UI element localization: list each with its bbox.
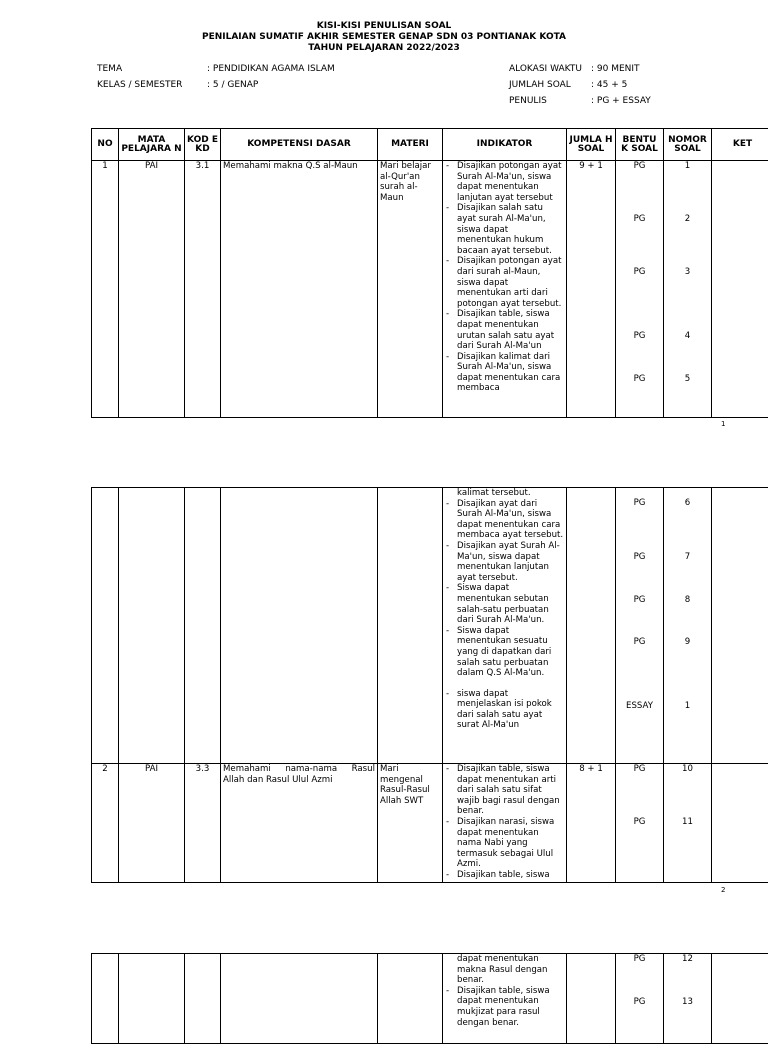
- tema-value: : PENDIDIKAN AGAMA ISLAM: [207, 64, 335, 74]
- page-number: 2: [721, 886, 725, 894]
- row-materi: Mari mengenal Rasul-Rasul Allah SWT: [378, 764, 443, 883]
- kelas-label: KELAS / SEMESTER: [97, 80, 182, 90]
- bentuk-soal: PG: [618, 374, 661, 385]
- indikator-item: - Disajikan table, siswa dapat menentukan mukjizat para rasul dengan benar.: [445, 986, 564, 1028]
- doc-year: TAHUN PELAJARAN 2022/2023: [0, 43, 768, 53]
- indikator-item: - Siswa dapat menentukan sesuatu yang di dapatkan dari salah satu perbuatan dalam Q.S Al-Ma'un.: [445, 626, 564, 679]
- indikator-item: - Disajikan potongan ayat dari surah al-Maun, siswa dapat menentukan arti dari potongan ayat tersebut.: [445, 256, 564, 309]
- indikator-item: - Siswa dapat menentukan sebutan salah-satu perbuatan dari Surah Al-Ma'un.: [445, 583, 564, 625]
- bentuk-soal: PG: [618, 161, 661, 172]
- col-header-mapel: MATA PELAJARA N: [119, 129, 185, 161]
- nomor-soal: 10: [666, 764, 709, 775]
- row-indikator: [443, 161, 567, 418]
- col-header-jumlah: JUMLA H SOAL: [567, 129, 616, 161]
- row-indikator: [443, 764, 567, 883]
- bentuk-soal: PG: [618, 595, 661, 606]
- bentuk-soal: PG: [618, 267, 661, 278]
- row-bentuk: [616, 954, 664, 1044]
- page-number: 1: [721, 420, 725, 428]
- nomor-soal: 7: [666, 552, 709, 563]
- col-header-kode: KOD E KD: [185, 129, 221, 161]
- row-mapel: PAI: [119, 764, 185, 883]
- tema-label: TEMA: [97, 64, 122, 74]
- kisi-table-page2: [91, 487, 768, 883]
- indikator-item: - Disajikan kalimat dari Surah Al-Ma'un, siswa dapat menentukan cara membaca: [445, 352, 564, 394]
- nomor-soal: 2: [666, 214, 709, 225]
- col-header-materi: MATERI: [378, 129, 443, 161]
- penulis-value: : PG + ESSAY: [591, 96, 651, 106]
- col-header-kd: KOMPETENSI DASAR: [221, 129, 378, 161]
- bentuk-soal: PG: [618, 764, 661, 775]
- penulis-label: PENULIS: [509, 96, 547, 106]
- alokasi-value: : 90 MENIT: [591, 64, 640, 74]
- nomor-soal: 9: [666, 637, 709, 648]
- indikator-item: - Disajikan salah satu ayat surah Al-Ma'un, siswa dapat menentukan hukum bacaan ayat tersebut.: [445, 203, 564, 256]
- bentuk-soal: PG: [618, 552, 661, 563]
- kelas-value: : 5 / GENAP: [207, 80, 258, 90]
- doc-title: KISI-KISI PENULISAN SOAL: [0, 21, 768, 31]
- bentuk-soal: PG: [618, 817, 661, 828]
- row-ket: [712, 161, 768, 418]
- bentuk-soal: PG: [618, 214, 661, 225]
- nomor-soal: 4: [666, 331, 709, 342]
- bentuk-soal: PG: [618, 997, 661, 1008]
- row-indikator: [443, 954, 567, 1044]
- indikator-item: - siswa dapat menjelaskan isi pokok dari salah satu ayat surat Al-Ma'un: [445, 689, 564, 731]
- col-header-ket: KET: [712, 129, 768, 161]
- indikator-item: - Disajikan table, siswa dapat menentukan arti dari salah satu sifat wajib bagi rasul dengan benar.: [445, 764, 564, 817]
- nomor-soal: 13: [666, 997, 709, 1008]
- bentuk-soal: ESSAY: [618, 701, 661, 712]
- indikator-item: - Disajikan table, siswa: [445, 870, 564, 881]
- nomor-soal: 1: [666, 161, 709, 172]
- row-kode: 3.1: [185, 161, 221, 418]
- row-materi: Mari belajar al-Qur'an surah al-Maun: [378, 161, 443, 418]
- col-header-no: NO: [92, 129, 119, 161]
- table-row: [92, 764, 768, 883]
- indikator-item: - Disajikan table, siswa dapat menentukan urutan salah satu ayat dari Surah Al-Ma'un: [445, 309, 564, 351]
- bentuk-soal: PG: [618, 637, 661, 648]
- bentuk-soal: PG: [618, 954, 661, 965]
- row-nomor: [664, 488, 712, 764]
- table-row: [92, 954, 768, 1044]
- row-kode: 3.3: [185, 764, 221, 883]
- row-ket: [712, 764, 768, 883]
- table-row: [92, 161, 768, 418]
- row-nomor: [664, 764, 712, 883]
- row-jumlah: 9 + 1: [567, 161, 616, 418]
- row-nomor: [664, 954, 712, 1044]
- row-kd: Memahami nama-nama Rasul Allah dan Rasul Ulul Azmi: [221, 764, 378, 883]
- kisi-table-page1: [91, 128, 768, 418]
- indikator-continuation: dapat menentukan makna Rasul dengan benar.: [445, 954, 564, 986]
- alokasi-label: ALOKASI WAKTU: [509, 64, 582, 74]
- row-mapel: PAI: [119, 161, 185, 418]
- row-no: 2: [92, 764, 119, 883]
- col-header-bentuk: BENTU K SOAL: [616, 129, 664, 161]
- doc-subtitle: PENILAIAN SUMATIF AKHIR SEMESTER GENAP SDN 03 PONTIANAK KOTA: [0, 32, 768, 42]
- nomor-soal: 1: [666, 701, 709, 712]
- bentuk-soal: PG: [618, 498, 661, 509]
- indikator-item: - Disajikan ayat dari Surah Al-Ma'un, siswa dapat menentukan cara membaca ayat tersebut.: [445, 499, 564, 541]
- nomor-soal: 8: [666, 595, 709, 606]
- row-no: 1: [92, 161, 119, 418]
- nomor-soal: 12: [666, 954, 709, 965]
- nomor-soal: 11: [666, 817, 709, 828]
- col-header-indikator: INDIKATOR: [443, 129, 567, 161]
- row-bentuk: [616, 161, 664, 418]
- row-bentuk: [616, 488, 664, 764]
- indikator-item: - Disajikan ayat Surah Al-Ma'un, siswa dapat menentukan lanjutan ayat tersebut.: [445, 541, 564, 583]
- kisi-table-page3: [91, 953, 768, 1044]
- indikator-item: - Disajikan narasi, siswa dapat menentukan nama Nabi yang termasuk sebagai Ulul Azmi.: [445, 817, 564, 870]
- nomor-soal: 5: [666, 374, 709, 385]
- col-header-nomor: NOMOR SOAL: [664, 129, 712, 161]
- jumlah-value: : 45 + 5: [591, 80, 627, 90]
- jumlah-label: JUMLAH SOAL: [509, 80, 571, 90]
- bentuk-soal: PG: [618, 331, 661, 342]
- indikator-item: - Disajikan potongan ayat Surah Al-Ma'un, siswa dapat menentukan lanjutan ayat tersebut: [445, 161, 564, 203]
- row-jumlah: 8 + 1: [567, 764, 616, 883]
- table-row: [92, 488, 768, 764]
- indikator-continuation: kalimat tersebut.: [445, 488, 564, 499]
- nomor-soal: 3: [666, 267, 709, 278]
- nomor-soal: 6: [666, 498, 709, 509]
- row-bentuk: [616, 764, 664, 883]
- row-indikator: [443, 488, 567, 764]
- row-kd: Memahami makna Q.S al-Maun: [221, 161, 378, 418]
- row-nomor: [664, 161, 712, 418]
